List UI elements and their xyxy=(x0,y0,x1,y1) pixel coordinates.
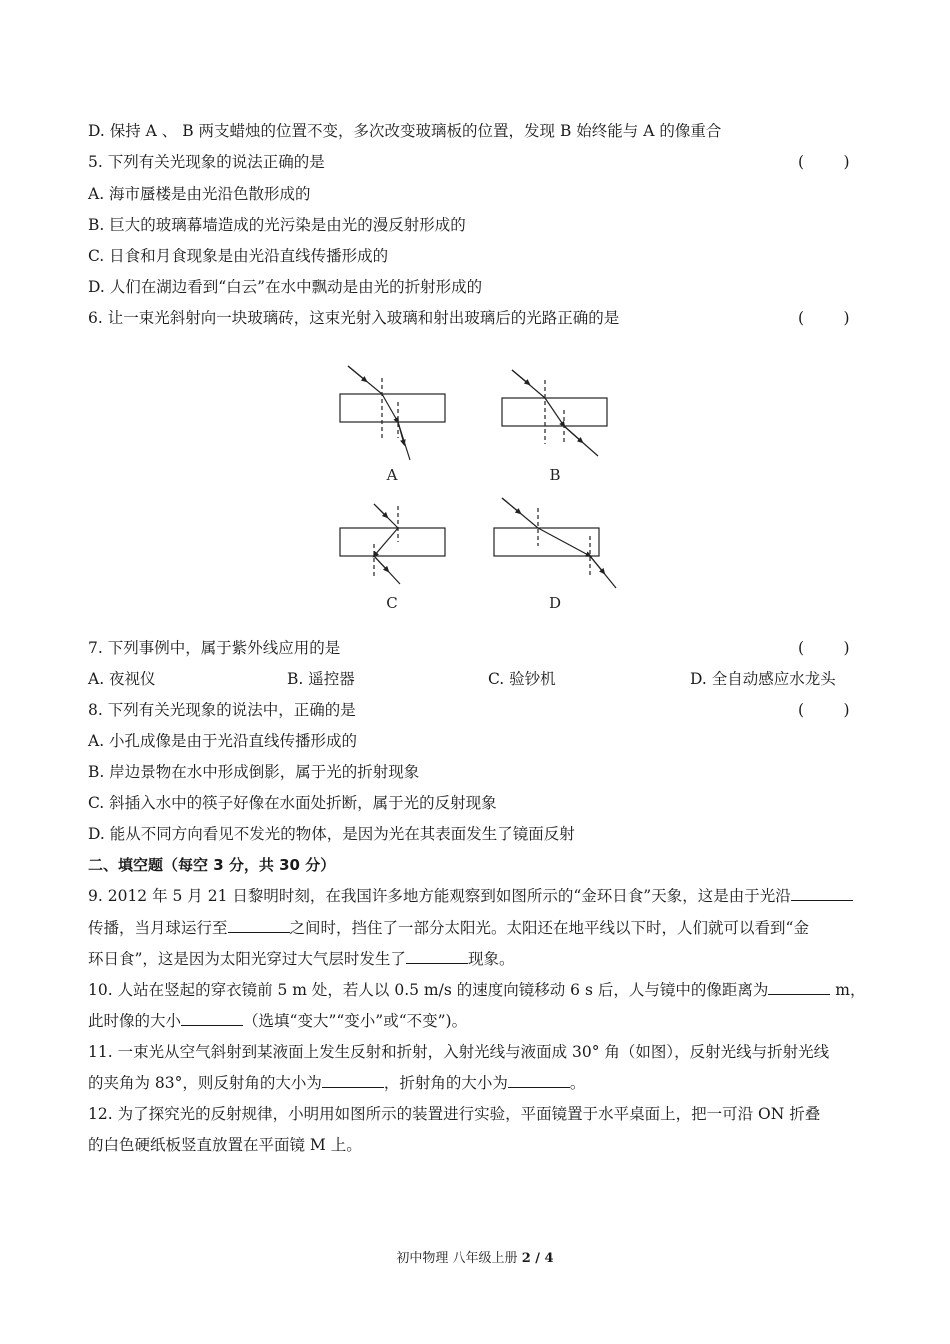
q9-blank-3[interactable] xyxy=(406,949,468,964)
q5-option-c: C. 日食和月食现象是由光沿直线传播形成的 xyxy=(88,247,389,265)
q12-line-1: 12. 为了探究光的反射规律，小明用如图所示的装置进行实验，平面镜置于水平桌面上，把一可沿 ON 折叠 xyxy=(88,1105,821,1123)
q11-line2-text-c: 。 xyxy=(569,1074,586,1092)
q9-line1-text: 9. 2012 年 5 月 21 日黎明时刻，在我国许多地方能观察到如图所示的“金环日食”天象，这是由于光沿 xyxy=(88,887,791,905)
q8-answer-bracket: ( ) xyxy=(798,701,850,719)
diagram-label-a: A xyxy=(386,466,398,484)
q7-option-a: A. 夜视仪 xyxy=(88,670,156,688)
q8-option-b: B. 岸边景物在水中形成倒影，属于光的折射现象 xyxy=(88,763,420,781)
page-number: 2 / 4 xyxy=(521,1251,554,1266)
q10-blank-2[interactable] xyxy=(181,1011,243,1026)
q9-line-1 xyxy=(88,886,853,906)
q9-line-3 xyxy=(88,949,514,969)
diagram-label-b: B xyxy=(549,466,561,484)
q7-option-d: D. 全自动感应水龙头 xyxy=(690,670,836,688)
q10-line-1 xyxy=(88,980,865,1000)
q6-figure xyxy=(330,352,630,620)
q9-blank-1[interactable] xyxy=(791,886,853,901)
q8-option-d: D. 能从不同方向看见不发光的物体，是因为光在其表面发生了镜面反射 xyxy=(88,825,575,843)
q11-line-2 xyxy=(88,1073,585,1093)
diagram-b xyxy=(502,370,607,456)
q8-option-c: C. 斜插入水中的筷子好像在水面处折断，属于光的反射现象 xyxy=(88,794,497,812)
q10-line2-text-b: （选填“变大”“变小”或“不变”)。 xyxy=(243,1012,468,1030)
q11-line2-text-a: 的夹角为 83°，则反射角的大小为 xyxy=(88,1074,322,1092)
footer-text: 初中物理 八年级上册 xyxy=(396,1251,522,1266)
q7-option-c: C. 验钞机 xyxy=(488,670,556,688)
q7-answer-bracket: ( ) xyxy=(798,639,850,657)
q11-blank-2[interactable] xyxy=(508,1073,570,1088)
q6-answer-bracket: ( ) xyxy=(798,309,850,327)
diagram-a xyxy=(340,366,445,460)
q9-line2-text-b: 之间时，挡住了一部分太阳光。太阳还在地平线以下时，人们就可以看到“金 xyxy=(289,919,809,937)
q11-line2-text-b: ，折射角的大小为 xyxy=(383,1074,508,1092)
page-footer xyxy=(0,1247,950,1266)
q11-blank-1[interactable] xyxy=(322,1073,384,1088)
q4-option-d: D. 保持 A 、 B 两支蜡烛的位置不变，多次改变玻璃板的位置，发现 B 始终能与 A 的像重合 xyxy=(88,122,722,140)
q9-line3-text-a: 环日食”，这是因为太阳光穿过大气层时发生了 xyxy=(88,950,406,968)
q10-line1-text-b: m， xyxy=(830,981,866,999)
q5-stem: 5. 下列有关光现象的说法正确的是 xyxy=(88,153,325,171)
q9-blank-2[interactable] xyxy=(228,918,290,933)
q5-answer-bracket: ( ) xyxy=(798,153,850,171)
light-path-diagrams xyxy=(330,352,630,620)
q11-line-1: 11. 一束光从空气斜射到某液面上发生反射和折射，入射光线与液面成 30° 角（如图），反射光线与折射光线 xyxy=(88,1043,830,1061)
q10-line1-text-a: 10. 人站在竖起的穿衣镜前 5 m 处，若人以 0.5 m/s 的速度向镜移动 6 s 后，人与镜中的像距离为 xyxy=(88,981,769,999)
q7-stem: 7. 下列事例中，属于紫外线应用的是 xyxy=(88,639,341,657)
q9-line3-text-b: 现象。 xyxy=(467,950,515,968)
q8-stem: 8. 下列有关光现象的说法中，正确的是 xyxy=(88,701,356,719)
q5-option-d: D. 人们在湖边看到“白云”在水中飘动是由光的折射形成的 xyxy=(88,278,483,296)
q10-line-2 xyxy=(88,1011,467,1031)
diagram-label-d: D xyxy=(548,594,562,612)
section-title-fill-in: 二、填空题（每空 3 分，共 30 分） xyxy=(88,856,336,874)
q7-option-b: B. 遥控器 xyxy=(287,670,355,688)
q9-line2-text-a: 传播，当月球运行至 xyxy=(88,919,228,937)
diagram-c xyxy=(340,504,445,584)
diagram-label-c: C xyxy=(386,594,398,612)
q6-stem: 6. 让一束光斜射向一块玻璃砖，这束光射入玻璃和射出玻璃后的光路正确的是 xyxy=(88,309,620,327)
q5-option-a: A. 海市蜃楼是由光沿色散形成的 xyxy=(88,185,311,203)
q10-line2-text-a: 此时像的大小 xyxy=(88,1012,182,1030)
q12-line-2: 的白色硬纸板竖直放置在平面镜 M 上。 xyxy=(88,1136,362,1154)
q9-line-2 xyxy=(88,918,809,938)
q10-blank-1[interactable] xyxy=(768,980,830,995)
diagram-d xyxy=(494,498,616,588)
q5-option-b: B. 巨大的玻璃幕墙造成的光污染是由光的漫反射形成的 xyxy=(88,216,466,234)
q8-option-a: A. 小孔成像是由于光沿直线传播形成的 xyxy=(88,732,358,750)
